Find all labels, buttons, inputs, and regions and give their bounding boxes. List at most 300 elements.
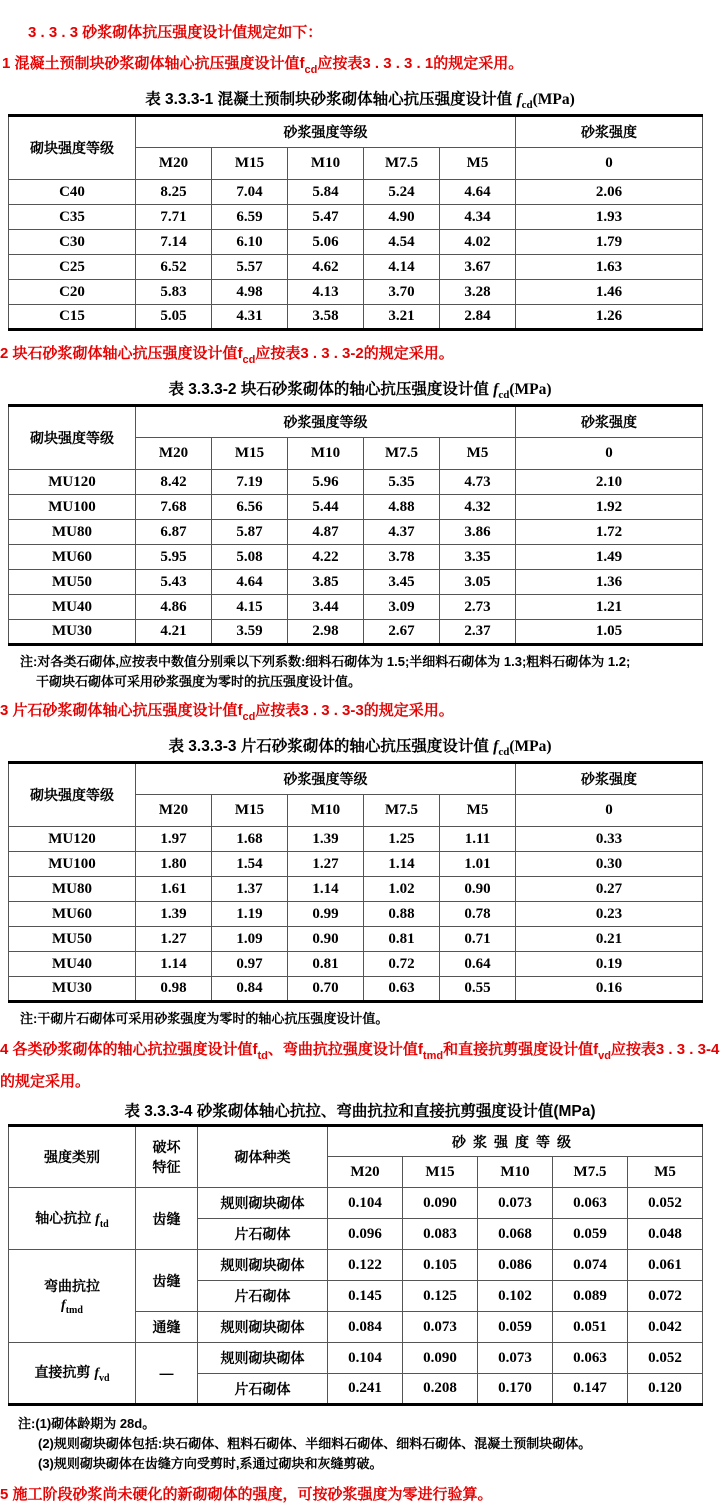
table4-note-line2: (2)规则砌块砌体包括:块石砌体、粗料石砌体、半细料石砌体、细料石砌体、混凝土预制块砌体。	[38, 1436, 592, 1452]
value-cell: 0.104	[328, 1343, 403, 1374]
masonry-kind-cell: 规则砌块砌体	[198, 1250, 328, 1281]
table-row	[9, 852, 703, 877]
grade-col-header: M20	[136, 148, 212, 180]
table3-header-row1	[9, 763, 703, 795]
value-cell: 0.090	[403, 1188, 478, 1219]
value-cell: 6.56	[212, 495, 288, 520]
value-cell: 0.083	[403, 1219, 478, 1250]
value-cell: 0.81	[288, 952, 364, 977]
value-cell: 1.14	[136, 952, 212, 977]
mortar-strength-header: 砂浆强度	[516, 406, 703, 438]
table-3332	[8, 404, 703, 646]
value-cell: 0.16	[516, 977, 703, 1002]
value-cell: 0.145	[328, 1281, 403, 1312]
value-cell: 0.048	[628, 1219, 703, 1250]
unit-label: (MPa)	[509, 381, 552, 399]
table-row	[9, 620, 703, 645]
value-cell: 1.49	[516, 545, 703, 570]
masonry-kind-cell: 规则砌块砌体	[198, 1343, 328, 1374]
row-label-cell: MU80	[9, 877, 136, 902]
value-cell: 0.073	[403, 1312, 478, 1343]
table-row	[9, 545, 703, 570]
table1-title	[0, 87, 720, 111]
block-grade-header: 砌块强度等级	[9, 116, 136, 180]
value-cell: 5.83	[136, 280, 212, 305]
para-2-subscript: cd	[242, 354, 256, 367]
class-label: 轴心抗拉	[35, 1209, 96, 1226]
value-cell: 5.84	[288, 180, 364, 205]
value-cell: 4.22	[288, 545, 364, 570]
value-cell: 5.87	[212, 520, 288, 545]
table2-title-text: 块石砂浆砌体的轴心抗压强度设计值	[236, 381, 494, 399]
table4-header-row1	[9, 1126, 703, 1157]
value-cell: 0.170	[478, 1374, 553, 1405]
value-cell: 3.59	[212, 620, 288, 645]
value-cell: 4.62	[288, 255, 364, 280]
grade-col-header: M5	[440, 148, 516, 180]
value-cell: 5.47	[288, 205, 364, 230]
value-cell: 7.04	[212, 180, 288, 205]
grade-col-header: M20	[136, 795, 212, 827]
table2-note-line1: 注:对各类石砌体,应按表中数值分别乘以下列系数:细料石砌体为 1.5;半细料石砌体为 1.3;粗料石砌体为 1.2;	[20, 654, 631, 670]
f-subscript: cd	[498, 746, 510, 759]
value-cell: 0.096	[328, 1219, 403, 1250]
value-cell: 0.208	[403, 1374, 478, 1405]
table-row	[9, 902, 703, 927]
table-row	[9, 877, 703, 902]
value-cell: 1.25	[364, 827, 440, 852]
value-cell: 5.35	[364, 470, 440, 495]
value-cell: 2.98	[288, 620, 364, 645]
value-cell: 0.042	[628, 1312, 703, 1343]
strength-class-header: 强度类别	[9, 1126, 136, 1188]
value-cell: 1.68	[212, 827, 288, 852]
row-label-cell: MU50	[9, 570, 136, 595]
value-cell: 1.61	[136, 877, 212, 902]
value-cell: 4.32	[440, 495, 516, 520]
zero-col-header: 0	[516, 438, 703, 470]
f-symbol: f	[95, 1211, 100, 1227]
grade-col-header: M10	[288, 438, 364, 470]
value-cell: 0.073	[478, 1188, 553, 1219]
zero-col-header: 0	[516, 795, 703, 827]
value-cell: 3.35	[440, 545, 516, 570]
value-cell: 4.86	[136, 595, 212, 620]
table4-note-line1: 注:(1)砌体龄期为 28d。	[18, 1416, 156, 1432]
value-cell: 5.43	[136, 570, 212, 595]
grade-col-header: M15	[212, 148, 288, 180]
unit-label: (MPa)	[509, 738, 552, 756]
table4-title-text: 砂浆砌体轴心抗拉、弯曲抗拉和直接抗剪强度设计值(MPa)	[192, 1103, 596, 1121]
value-cell: 1.21	[516, 595, 703, 620]
failure-feature-cell: 齿缝	[136, 1250, 198, 1312]
table2-number: 表 3.3.3-2	[168, 381, 237, 399]
grade-col-header: M5	[628, 1157, 703, 1188]
value-cell: 0.27	[516, 877, 703, 902]
row-label-cell: MU60	[9, 902, 136, 927]
value-cell: 2.67	[364, 620, 440, 645]
row-label-cell: MU100	[9, 495, 136, 520]
row-label-cell: C20	[9, 280, 136, 305]
value-cell: 0.063	[553, 1188, 628, 1219]
value-cell: 5.44	[288, 495, 364, 520]
table-row	[9, 280, 703, 305]
row-label-cell: MU80	[9, 520, 136, 545]
grade-col-header: M7.5	[364, 795, 440, 827]
value-cell: 3.09	[364, 595, 440, 620]
value-cell: 0.70	[288, 977, 364, 1002]
value-cell: 6.87	[136, 520, 212, 545]
value-cell: 0.72	[364, 952, 440, 977]
value-cell: 4.90	[364, 205, 440, 230]
para-3-text2: 应按表3 . 3 . 3-3的规定采用。	[255, 702, 454, 720]
value-cell: 0.88	[364, 902, 440, 927]
row-label-cell: C15	[9, 305, 136, 330]
value-cell: 4.31	[212, 305, 288, 330]
value-cell: 4.14	[364, 255, 440, 280]
masonry-kind-cell: 片石砌体	[198, 1219, 328, 1250]
f-subscript: tmd	[65, 1305, 83, 1317]
block-grade-header: 砌块强度等级	[9, 406, 136, 470]
value-cell: 0.90	[288, 927, 364, 952]
grade-col-header: M7.5	[553, 1157, 628, 1188]
value-cell: 1.79	[516, 230, 703, 255]
value-cell: 0.98	[136, 977, 212, 1002]
table2-header-row1	[9, 406, 703, 438]
value-cell: 0.051	[553, 1312, 628, 1343]
value-cell: 0.125	[403, 1281, 478, 1312]
value-cell: 0.120	[628, 1374, 703, 1405]
value-cell: 0.55	[440, 977, 516, 1002]
para-4-text: 4 各类砂浆砌体的轴心抗拉强度设计值f	[0, 1041, 258, 1059]
f-symbol: f	[493, 381, 499, 399]
value-cell: 4.15	[212, 595, 288, 620]
value-cell: 4.37	[364, 520, 440, 545]
strength-class-cell	[9, 1188, 136, 1250]
para-2-text2: 应按表3 . 3 . 3-2的规定采用。	[255, 345, 454, 363]
table-row	[9, 495, 703, 520]
value-cell: 2.73	[440, 595, 516, 620]
value-cell: 8.25	[136, 180, 212, 205]
value-cell: 0.33	[516, 827, 703, 852]
value-cell: 5.95	[136, 545, 212, 570]
f-symbol: f	[61, 1298, 66, 1314]
value-cell: 0.97	[212, 952, 288, 977]
value-cell: 0.78	[440, 902, 516, 927]
value-cell: 6.59	[212, 205, 288, 230]
row-label-cell: MU40	[9, 952, 136, 977]
value-cell: 3.58	[288, 305, 364, 330]
value-cell: 7.19	[212, 470, 288, 495]
para-4-text4: 应按表3 . 3 . 3-4的规定采用。	[0, 1041, 720, 1091]
grade-col-header: M10	[288, 795, 364, 827]
value-cell: 5.05	[136, 305, 212, 330]
value-cell: 6.52	[136, 255, 212, 280]
value-cell: 0.090	[403, 1343, 478, 1374]
table-row	[9, 977, 703, 1002]
table-3333	[8, 761, 703, 1003]
value-cell: 1.19	[212, 902, 288, 927]
table4-number: 表 3.3.3-4	[124, 1103, 193, 1121]
value-cell: 0.21	[516, 927, 703, 952]
unit-label: (MPa)	[532, 91, 575, 108]
value-cell: 1.27	[136, 927, 212, 952]
para-4-subscript-td: td	[257, 1050, 268, 1063]
grade-col-header: M7.5	[364, 148, 440, 180]
value-cell: 1.11	[440, 827, 516, 852]
value-cell: 4.64	[212, 570, 288, 595]
row-label-cell: C35	[9, 205, 136, 230]
value-cell: 0.072	[628, 1281, 703, 1312]
f-subscript: cd	[498, 389, 510, 402]
value-cell: 0.64	[440, 952, 516, 977]
value-cell: 4.02	[440, 230, 516, 255]
table1-title-text: 混凝土预制块砂浆砌体轴心抗压强度设计值	[213, 91, 517, 108]
para-4	[0, 1037, 720, 1095]
value-cell: 0.074	[553, 1250, 628, 1281]
value-cell: 8.42	[136, 470, 212, 495]
value-cell: 3.86	[440, 520, 516, 545]
value-cell: 3.85	[288, 570, 364, 595]
value-cell: 4.54	[364, 230, 440, 255]
masonry-kind-cell: 规则砌块砌体	[198, 1188, 328, 1219]
value-cell: 1.54	[212, 852, 288, 877]
value-cell: 2.37	[440, 620, 516, 645]
table-row	[9, 230, 703, 255]
value-cell: 3.45	[364, 570, 440, 595]
mortar-strength-header: 砂浆强度	[516, 116, 703, 148]
failure-feature-cell: 通缝	[136, 1312, 198, 1343]
value-cell: 7.68	[136, 495, 212, 520]
table1-header-row1	[9, 116, 703, 148]
value-cell: 1.39	[136, 902, 212, 927]
grade-col-header: M15	[212, 795, 288, 827]
value-cell: 3.44	[288, 595, 364, 620]
table-row	[9, 827, 703, 852]
row-label-cell: MU60	[9, 545, 136, 570]
value-cell: 4.73	[440, 470, 516, 495]
mortar-strength-header: 砂浆强度	[516, 763, 703, 795]
value-cell: 1.09	[212, 927, 288, 952]
table-row	[9, 305, 703, 330]
value-cell: 5.57	[212, 255, 288, 280]
table2-note	[20, 652, 724, 692]
value-cell: 1.02	[364, 877, 440, 902]
f-subscript: td	[99, 1218, 109, 1230]
value-cell: 0.63	[364, 977, 440, 1002]
value-cell: 4.34	[440, 205, 516, 230]
value-cell: 0.104	[328, 1188, 403, 1219]
table3-title	[0, 734, 720, 758]
value-cell: 0.059	[553, 1219, 628, 1250]
para-5: 5 施工阶段砂浆尚未硬化的新砌砌体的强度，可按砂浆强度为零进行验算。	[0, 1486, 493, 1504]
value-cell: 5.96	[288, 470, 364, 495]
value-cell: 1.46	[516, 280, 703, 305]
masonry-kind-cell: 片石砌体	[198, 1374, 328, 1405]
table-row	[9, 927, 703, 952]
table-row	[9, 1188, 703, 1219]
value-cell: 0.147	[553, 1374, 628, 1405]
row-label-cell: MU50	[9, 927, 136, 952]
masonry-kind-header: 砌体种类	[198, 1126, 328, 1188]
value-cell: 0.063	[553, 1343, 628, 1374]
f-symbol: f	[94, 1366, 99, 1382]
value-cell: 3.70	[364, 280, 440, 305]
para-1	[2, 51, 720, 83]
block-grade-header: 砌块强度等级	[9, 763, 136, 827]
value-cell: 1.37	[212, 877, 288, 902]
para-3-subscript: cd	[242, 711, 256, 724]
value-cell: 1.92	[516, 495, 703, 520]
value-cell: 0.105	[403, 1250, 478, 1281]
value-cell: 3.78	[364, 545, 440, 570]
value-cell: 1.27	[288, 852, 364, 877]
table2-note-line2: 干砌块石砌体可采用砂浆强度为零时的抗压强度设计值。	[36, 674, 362, 690]
table-3331	[8, 114, 703, 331]
class-label: 弯曲抗拉	[44, 1278, 100, 1295]
value-cell: 4.13	[288, 280, 364, 305]
table-row	[9, 470, 703, 495]
value-cell: 7.71	[136, 205, 212, 230]
grade-col-header: M5	[440, 438, 516, 470]
value-cell: 0.086	[478, 1250, 553, 1281]
value-cell: 0.059	[478, 1312, 553, 1343]
failure-header-line2: 特征	[152, 1159, 181, 1176]
grade-col-header: M10	[288, 148, 364, 180]
masonry-kind-cell: 规则砌块砌体	[198, 1312, 328, 1343]
value-cell: 1.14	[364, 852, 440, 877]
value-cell: 3.21	[364, 305, 440, 330]
value-cell: 0.052	[628, 1343, 703, 1374]
failure-feature-cell: —	[136, 1343, 198, 1405]
value-cell: 1.36	[516, 570, 703, 595]
value-cell: 0.99	[288, 902, 364, 927]
mortar-grade-group-header: 砂浆强度等级	[328, 1126, 703, 1157]
mortar-grade-group-header: 砂浆强度等级	[136, 406, 516, 438]
row-label-cell: MU100	[9, 852, 136, 877]
value-cell: 0.90	[440, 877, 516, 902]
f-symbol: f	[493, 738, 499, 756]
table-row	[9, 180, 703, 205]
value-cell: 0.23	[516, 902, 703, 927]
value-cell: 2.84	[440, 305, 516, 330]
value-cell: 3.28	[440, 280, 516, 305]
para-3-text: 3 片石砂浆砌体轴心抗压强度设计值f	[0, 702, 243, 720]
value-cell: 1.93	[516, 205, 703, 230]
value-cell: 0.84	[212, 977, 288, 1002]
f-subscript: cd	[521, 99, 533, 112]
value-cell: 1.26	[516, 305, 703, 330]
value-cell: 0.241	[328, 1374, 403, 1405]
value-cell: 2.06	[516, 180, 703, 205]
row-label-cell: C25	[9, 255, 136, 280]
grade-col-header: M15	[212, 438, 288, 470]
value-cell: 4.98	[212, 280, 288, 305]
value-cell: 1.72	[516, 520, 703, 545]
value-cell: 0.084	[328, 1312, 403, 1343]
grade-col-header: M15	[403, 1157, 478, 1188]
value-cell: 1.80	[136, 852, 212, 877]
table-row	[9, 1343, 703, 1374]
table-row	[9, 570, 703, 595]
strength-class-cell	[9, 1250, 136, 1343]
f-subscript: vd	[99, 1373, 110, 1385]
value-cell: 6.10	[212, 230, 288, 255]
row-label-cell: MU30	[9, 620, 136, 645]
value-cell: 5.08	[212, 545, 288, 570]
value-cell: 0.073	[478, 1343, 553, 1374]
value-cell: 0.71	[440, 927, 516, 952]
row-label-cell: C30	[9, 230, 136, 255]
value-cell: 4.64	[440, 180, 516, 205]
para-2	[0, 341, 720, 373]
row-label-cell: MU30	[9, 977, 136, 1002]
masonry-kind-cell: 片石砌体	[198, 1281, 328, 1312]
para-4-subscript-vd: vd	[598, 1050, 611, 1063]
value-cell: 4.21	[136, 620, 212, 645]
value-cell: 4.88	[364, 495, 440, 520]
table-3334	[8, 1124, 703, 1406]
table3-note: 注:干砌片石砌体可采用砂浆强度为零时的轴心抗压强度设计值。	[20, 1011, 389, 1027]
value-cell: 3.05	[440, 570, 516, 595]
value-cell: 4.87	[288, 520, 364, 545]
grade-col-header: M20	[328, 1157, 403, 1188]
value-cell: 7.14	[136, 230, 212, 255]
table4-note-line3: (3)规则砌块砌体在齿缝方向受剪时,系通过砌块和灰缝剪破。	[38, 1456, 383, 1472]
table-row	[9, 595, 703, 620]
failure-feature-cell: 齿缝	[136, 1188, 198, 1250]
mortar-grade-group-header: 砂浆强度等级	[136, 116, 516, 148]
value-cell: 0.122	[328, 1250, 403, 1281]
row-label-cell: MU120	[9, 827, 136, 852]
para-2-text: 2 块石砂浆砌体轴心抗压强度设计值f	[0, 345, 243, 363]
value-cell: 1.14	[288, 877, 364, 902]
para-3	[0, 698, 720, 730]
row-label-cell: MU120	[9, 470, 136, 495]
value-cell: 0.068	[478, 1219, 553, 1250]
table-row	[9, 520, 703, 545]
value-cell: 0.102	[478, 1281, 553, 1312]
grade-col-header: M20	[136, 438, 212, 470]
document-page	[0, 20, 720, 1504]
value-cell: 0.19	[516, 952, 703, 977]
table-row	[9, 205, 703, 230]
table-row	[9, 1250, 703, 1281]
table4-notes	[18, 1414, 720, 1474]
para-1-text2: 应按表3 . 3 . 3 . 1的规定采用。	[317, 55, 524, 72]
value-cell: 0.061	[628, 1250, 703, 1281]
para-1-subscript: cd	[304, 64, 318, 76]
value-cell: 5.06	[288, 230, 364, 255]
value-cell: 1.39	[288, 827, 364, 852]
failure-header-line1: 破坏	[152, 1139, 181, 1156]
para-4-text2: 、弯曲抗拉强度设计值f	[267, 1041, 423, 1059]
row-label-cell: MU40	[9, 595, 136, 620]
strength-class-cell	[9, 1343, 136, 1405]
value-cell: 1.05	[516, 620, 703, 645]
table-row	[9, 952, 703, 977]
f-symbol: f	[516, 91, 522, 108]
value-cell: 2.10	[516, 470, 703, 495]
para-4-subscript-tmd: tmd	[422, 1050, 444, 1063]
table-row	[9, 255, 703, 280]
value-cell: 1.97	[136, 827, 212, 852]
row-label-cell: C40	[9, 180, 136, 205]
value-cell: 0.052	[628, 1188, 703, 1219]
value-cell: 1.01	[440, 852, 516, 877]
failure-feature-header	[136, 1126, 198, 1188]
grade-col-header: M7.5	[364, 438, 440, 470]
